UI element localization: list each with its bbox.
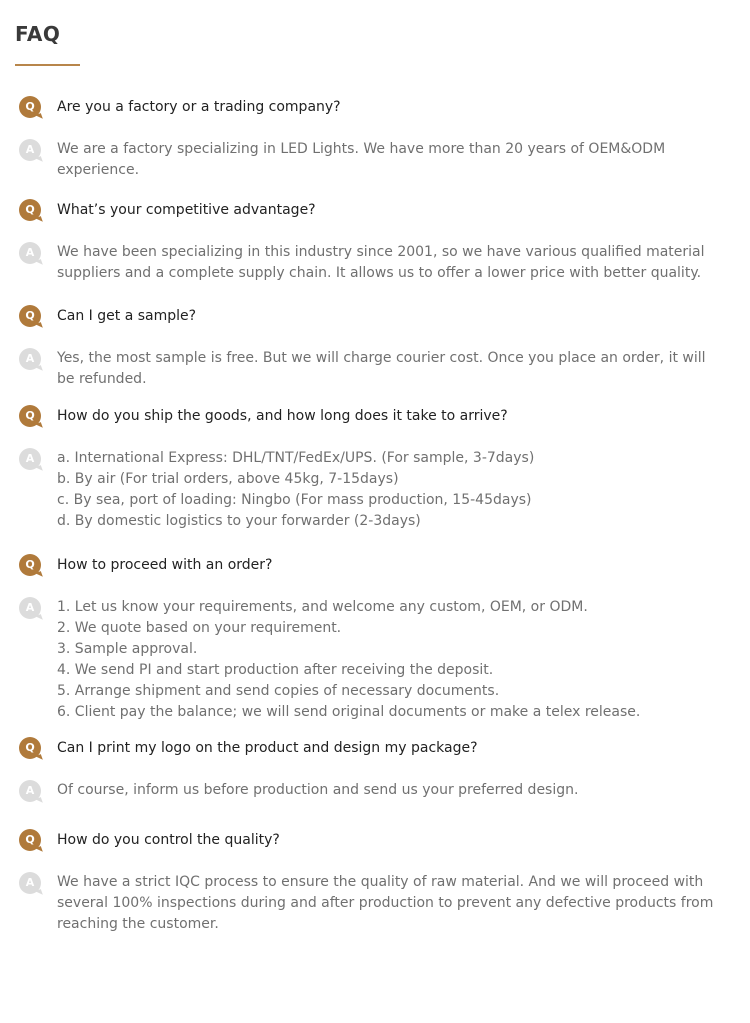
question-text: How do you ship the goods, and how long does it take to arrive? [57,408,508,424]
question-text: Can I print my logo on the product and design my package? [57,740,478,756]
answer-line: We have a strict IQC process to ensure the quality of raw material. And we will proceed with several 100% inspections during and after production to prevent any defective products from reaching the customer. [57,874,714,932]
answer-line: 2. We quote based on your requirement. [57,620,342,636]
answer-line: d. By domestic logistics to your forwarder (2-3days) [57,513,421,529]
question-text: How to proceed with an order? [57,557,273,573]
question-badge-icon: Q [19,305,41,327]
answer-line: Yes, the most sample is free. But we will charge courier cost. Once you place an order, it will be refunded. [57,350,706,387]
answer-line: We have been specializing in this industry since 2001, so we have various qualified material suppliers and a complete supply chain. It allows us to offer a lower price with better quality. [57,244,705,281]
question-text: Are you a factory or a trading company? [57,99,341,115]
answer-line: a. International Express: DHL/TNT/FedEx/UPS. (For sample, 3-7days) [57,450,535,466]
question-text: Can I get a sample? [57,308,197,324]
answer-badge-icon: A [19,597,41,619]
answer-badge-icon: A [19,448,41,470]
answer-text [57,242,721,284]
answer-line: 1. Let us know your requirements, and welcome any custom, OEM, or ODM. [57,599,588,615]
answer-text [57,448,721,532]
question-badge-icon: Q [19,737,41,759]
answer-text [57,872,721,935]
question-badge-icon: Q [19,829,41,851]
answer-line: Of course, inform us before production and send us your preferred design. [57,782,579,798]
question-badge-icon: Q [19,199,41,221]
answer-badge-icon: A [19,780,41,802]
question-badge-icon: Q [19,96,41,118]
answer-badge-icon: A [19,872,41,894]
answer-line: We are a factory specializing in LED Lights. We have more than 20 years of OEM&ODM experience. [57,141,666,178]
answer-text [57,348,721,390]
answer-line: 3. Sample approval. [57,641,198,657]
question-badge-icon: Q [19,554,41,576]
answer-text [57,780,721,801]
answer-badge-icon: A [19,139,41,161]
answer-badge-icon: A [19,242,41,264]
answer-text [57,597,721,723]
answer-text [57,139,721,181]
title-underline [15,64,80,66]
answer-badge-icon: A [19,348,41,370]
question-badge-icon: Q [19,405,41,427]
answer-line: b. By air (For trial orders, above 45kg, 7-15days) [57,471,399,487]
page-title: FAQ [15,22,61,46]
answer-line: 6. Client pay the balance; we will send original documents or make a telex release. [57,704,641,720]
answer-line: c. By sea, port of loading: Ningbo (For mass production, 15-45days) [57,492,532,508]
answer-line: 4. We send PI and start production after receiving the deposit. [57,662,494,678]
question-text: What’s your competitive advantage? [57,202,316,218]
question-text: How do you control the quality? [57,832,280,848]
answer-line: 5. Arrange shipment and send copies of necessary documents. [57,683,500,699]
